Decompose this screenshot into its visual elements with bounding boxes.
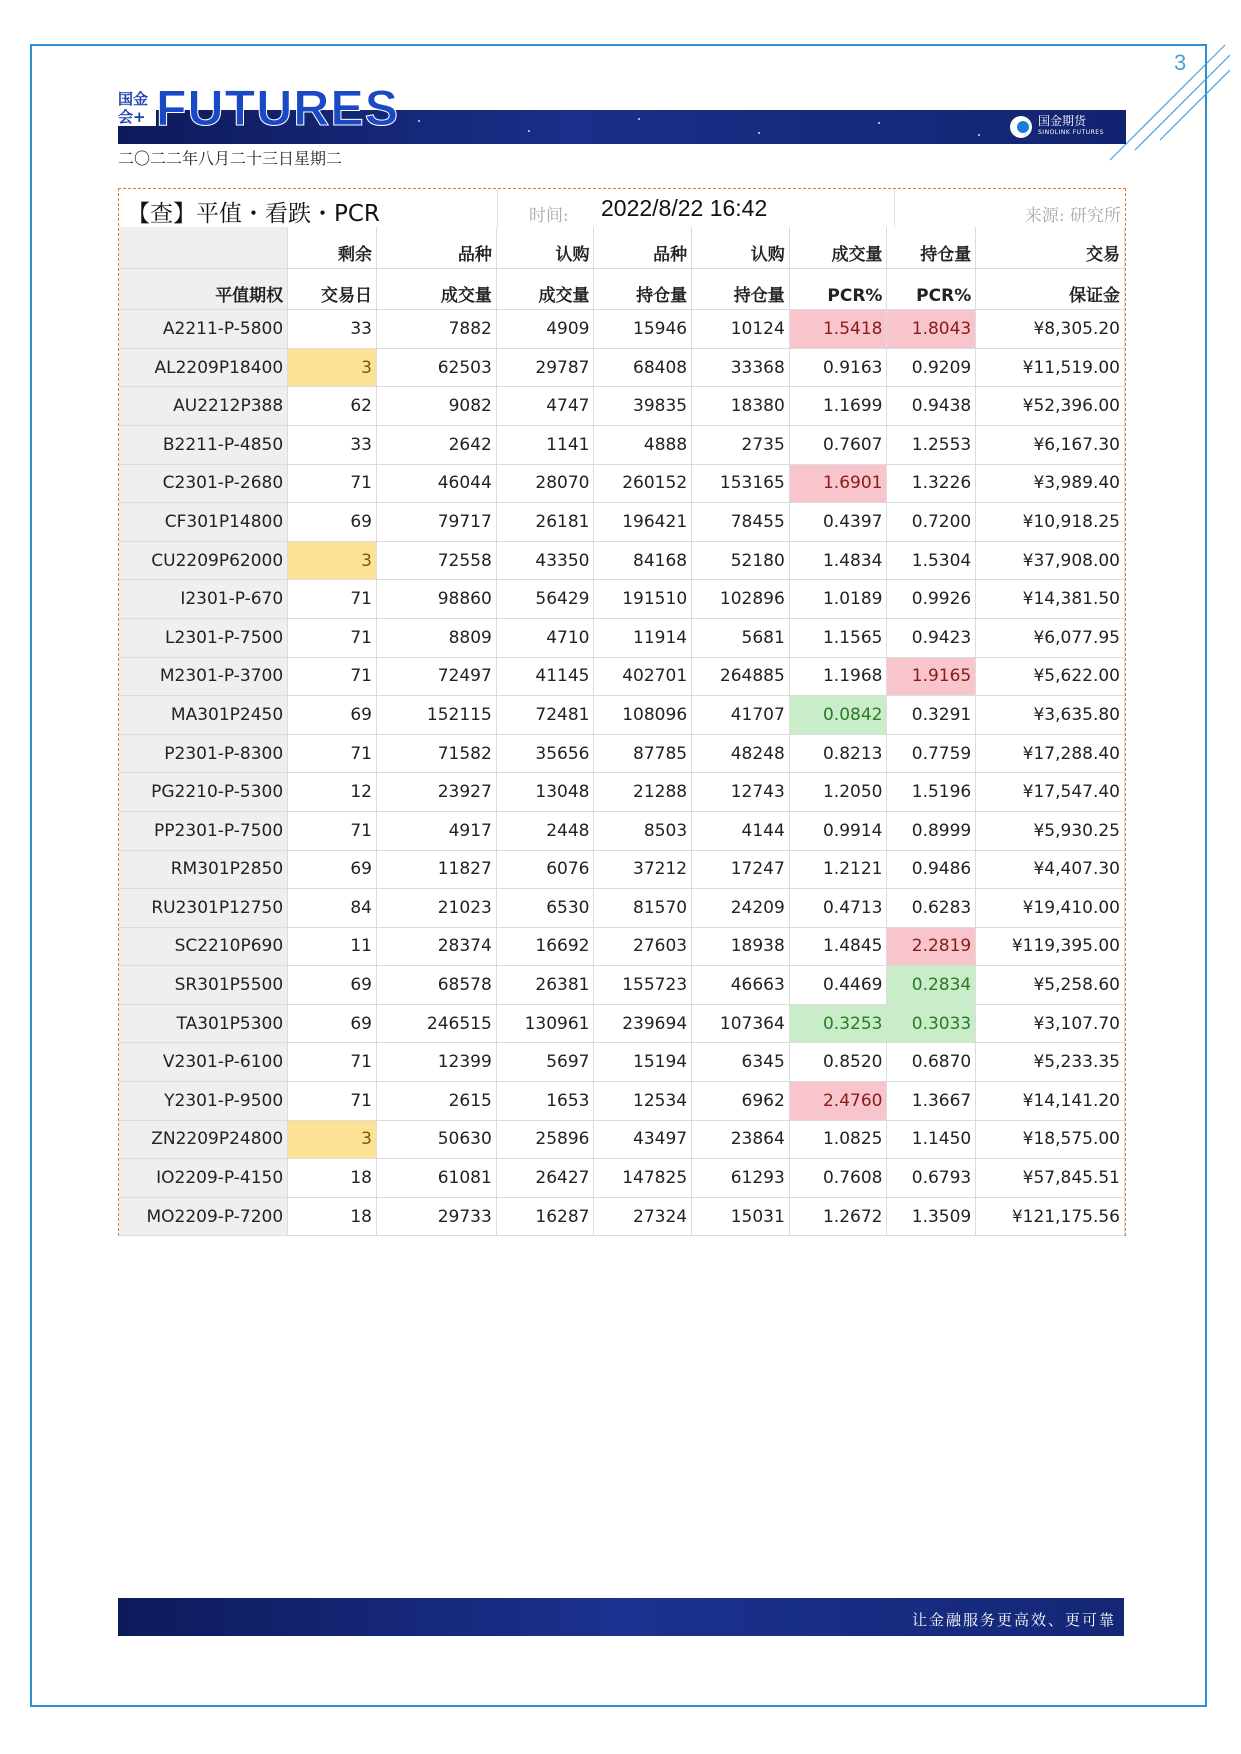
cell-margin: ¥3,635.80 — [976, 696, 1125, 735]
cell-call-oi: 153165 — [692, 464, 790, 503]
cell-oi: 155723 — [594, 966, 692, 1005]
cell-vol: 9082 — [376, 387, 496, 426]
pcr-table — [119, 227, 1125, 1236]
cell-margin: ¥37,908.00 — [976, 541, 1125, 580]
cell-oi: 260152 — [594, 464, 692, 503]
cell-oi-pcr: 1.3509 — [887, 1197, 976, 1236]
cell-margin: ¥52,396.00 — [976, 387, 1125, 426]
cell-margin: ¥14,381.50 — [976, 580, 1125, 619]
table-body — [119, 310, 1125, 1236]
table-row — [119, 387, 1125, 426]
cell-days: 71 — [288, 1043, 377, 1082]
cell-call-oi: 41707 — [692, 696, 790, 735]
cell-oi-pcr: 0.9926 — [887, 580, 976, 619]
cell-margin: ¥5,233.35 — [976, 1043, 1125, 1082]
cell-vol-pcr: 0.0842 — [789, 696, 887, 735]
cell-oi: 239694 — [594, 1004, 692, 1043]
col-header: 持仓量 — [692, 268, 790, 310]
table-title-row — [119, 189, 1125, 227]
cell-oi-pcr: 1.8043 — [887, 310, 976, 349]
source-label: 来源: 研究所 — [1024, 206, 1121, 226]
cell-margin: ¥6,077.95 — [976, 618, 1125, 657]
cell-vol-pcr: 1.4834 — [789, 541, 887, 580]
cell-oi: 21288 — [594, 773, 692, 812]
cell-oi: 68408 — [594, 348, 692, 387]
cell-vol-pcr: 0.8520 — [789, 1043, 887, 1082]
cell-vol: 98860 — [376, 580, 496, 619]
cell-vol: 50630 — [376, 1120, 496, 1159]
cell-oi-pcr: 0.9438 — [887, 387, 976, 426]
cell-vol-pcr: 1.0189 — [789, 580, 887, 619]
cell-vol-pcr: 1.0825 — [789, 1120, 887, 1159]
cell-call-vol: 5697 — [496, 1043, 594, 1082]
cell-vol-pcr: 1.1699 — [789, 387, 887, 426]
cell-days: 69 — [288, 966, 377, 1005]
cell-oi: 43497 — [594, 1120, 692, 1159]
cell-vol-pcr: 0.4713 — [789, 889, 887, 928]
cell-margin: ¥3,989.40 — [976, 464, 1125, 503]
cell-call-oi: 18938 — [692, 927, 790, 966]
cell-name: MO2209-P-7200 — [119, 1197, 288, 1236]
cell-name: TA301P5300 — [119, 1004, 288, 1043]
cell-oi-pcr: 0.8999 — [887, 811, 976, 850]
col-header: 认购 — [692, 227, 790, 268]
cell-name: RM301P2850 — [119, 850, 288, 889]
table-row — [119, 310, 1125, 349]
cell-oi-pcr: 0.6793 — [887, 1159, 976, 1198]
cell-oi: 81570 — [594, 889, 692, 928]
col-header: 平值期权 — [119, 268, 288, 310]
cell-margin: ¥17,547.40 — [976, 773, 1125, 812]
cell-call-vol: 6530 — [496, 889, 594, 928]
cell-call-vol: 43350 — [496, 541, 594, 580]
cell-call-oi: 6345 — [692, 1043, 790, 1082]
table-row — [119, 618, 1125, 657]
cell-oi-pcr: 2.2819 — [887, 927, 976, 966]
col-header: PCR% — [887, 268, 976, 310]
cell-oi: 84168 — [594, 541, 692, 580]
cell-vol-pcr: 2.4760 — [789, 1082, 887, 1121]
cell-call-oi: 33368 — [692, 348, 790, 387]
cell-call-oi: 61293 — [692, 1159, 790, 1198]
cell-call-vol: 56429 — [496, 580, 594, 619]
table-row — [119, 811, 1125, 850]
cell-call-oi: 52180 — [692, 541, 790, 580]
cell-days: 18 — [288, 1159, 377, 1198]
cell-call-vol: 72481 — [496, 696, 594, 735]
cell-days: 71 — [288, 657, 377, 696]
col-header: 成交量 — [496, 268, 594, 310]
col-header — [119, 227, 288, 268]
cell-name: AU2212P388 — [119, 387, 288, 426]
cell-margin: ¥18,575.00 — [976, 1120, 1125, 1159]
cell-name: A2211-P-5800 — [119, 310, 288, 349]
col-header: 持仓量 — [594, 268, 692, 310]
cell-days: 69 — [288, 696, 377, 735]
cell-call-vol: 16692 — [496, 927, 594, 966]
table-row — [119, 1120, 1125, 1159]
cell-call-vol: 6076 — [496, 850, 594, 889]
cell-call-oi: 102896 — [692, 580, 790, 619]
cell-margin: ¥57,845.51 — [976, 1159, 1125, 1198]
cell-margin: ¥6,167.30 — [976, 425, 1125, 464]
cell-oi: 12534 — [594, 1082, 692, 1121]
cell-vol: 46044 — [376, 464, 496, 503]
cell-days: 69 — [288, 503, 377, 542]
header-row-1 — [119, 227, 1125, 268]
cell-margin: ¥17,288.40 — [976, 734, 1125, 773]
cell-oi-pcr: 1.9165 — [887, 657, 976, 696]
cell-margin: ¥5,258.60 — [976, 966, 1125, 1005]
cell-oi: 108096 — [594, 696, 692, 735]
cell-oi-pcr: 0.7200 — [887, 503, 976, 542]
cell-margin: ¥5,622.00 — [976, 657, 1125, 696]
cell-vol-pcr: 1.5418 — [789, 310, 887, 349]
cell-days: 71 — [288, 580, 377, 619]
cell-vol: 28374 — [376, 927, 496, 966]
cell-call-oi: 48248 — [692, 734, 790, 773]
footer-slogan: 让金融服务更高效、更可靠 — [911, 1611, 1116, 1629]
cell-vol: 68578 — [376, 966, 496, 1005]
cell-vol-pcr: 0.4397 — [789, 503, 887, 542]
cell-name: SR301P5500 — [119, 966, 288, 1005]
cell-days: 3 — [288, 348, 377, 387]
cell-oi: 27324 — [594, 1197, 692, 1236]
cell-margin: ¥3,107.70 — [976, 1004, 1125, 1043]
cell-call-vol: 130961 — [496, 1004, 594, 1043]
cell-vol: 2615 — [376, 1082, 496, 1121]
table-row — [119, 657, 1125, 696]
cell-margin: ¥119,395.00 — [976, 927, 1125, 966]
cell-days: 69 — [288, 850, 377, 889]
cell-vol-pcr: 0.4469 — [789, 966, 887, 1005]
cell-name: Y2301-P-9500 — [119, 1082, 288, 1121]
cell-call-oi: 12743 — [692, 773, 790, 812]
table-row — [119, 966, 1125, 1005]
table-row — [119, 889, 1125, 928]
cell-days: 69 — [288, 1004, 377, 1043]
cell-days: 18 — [288, 1197, 377, 1236]
cell-vol-pcr: 1.6901 — [789, 464, 887, 503]
cell-name: C2301-P-2680 — [119, 464, 288, 503]
cell-vol: 71582 — [376, 734, 496, 773]
col-header: 成交量 — [789, 227, 887, 268]
cell-days: 71 — [288, 1082, 377, 1121]
report-date: 二〇二二年八月二十三日星期二 — [118, 149, 343, 168]
pcr-table-container — [118, 188, 1126, 1236]
cell-call-vol: 1141 — [496, 425, 594, 464]
cell-margin: ¥19,410.00 — [976, 889, 1125, 928]
cell-vol: 29733 — [376, 1197, 496, 1236]
table-row — [119, 773, 1125, 812]
cell-oi: 39835 — [594, 387, 692, 426]
cell-margin: ¥14,141.20 — [976, 1082, 1125, 1121]
cell-margin: ¥121,175.56 — [976, 1197, 1125, 1236]
cell-oi-pcr: 0.9209 — [887, 348, 976, 387]
cell-days: 62 — [288, 387, 377, 426]
cell-oi: 402701 — [594, 657, 692, 696]
cell-oi-pcr: 0.3033 — [887, 1004, 976, 1043]
cell-margin: ¥8,305.20 — [976, 310, 1125, 349]
cell-call-vol: 29787 — [496, 348, 594, 387]
cell-oi-pcr: 1.2553 — [887, 425, 976, 464]
col-header: 持仓量 — [887, 227, 976, 268]
cell-call-oi: 24209 — [692, 889, 790, 928]
cell-oi: 191510 — [594, 580, 692, 619]
cell-vol: 21023 — [376, 889, 496, 928]
cell-oi: 15194 — [594, 1043, 692, 1082]
cell-oi-pcr: 0.7759 — [887, 734, 976, 773]
cell-vol-pcr: 1.1968 — [789, 657, 887, 696]
cell-name: IO2209-P-4150 — [119, 1159, 288, 1198]
cell-name: MA301P2450 — [119, 696, 288, 735]
cell-name: B2211-P-4850 — [119, 425, 288, 464]
cell-vol-pcr: 0.9914 — [789, 811, 887, 850]
table-row — [119, 580, 1125, 619]
cell-vol: 11827 — [376, 850, 496, 889]
cell-vol-pcr: 1.4845 — [789, 927, 887, 966]
cell-days: 71 — [288, 464, 377, 503]
cell-vol-pcr: 1.2672 — [789, 1197, 887, 1236]
cell-days: 3 — [288, 1120, 377, 1159]
table-row — [119, 348, 1125, 387]
cell-oi: 15946 — [594, 310, 692, 349]
cell-vol-pcr: 1.2121 — [789, 850, 887, 889]
table-row — [119, 696, 1125, 735]
cell-call-oi: 46663 — [692, 966, 790, 1005]
cell-oi: 11914 — [594, 618, 692, 657]
cell-vol: 152115 — [376, 696, 496, 735]
cell-call-vol: 4747 — [496, 387, 594, 426]
cell-vol: 61081 — [376, 1159, 496, 1198]
cell-vol: 2642 — [376, 425, 496, 464]
cell-call-oi: 2735 — [692, 425, 790, 464]
table-row — [119, 850, 1125, 889]
header-row-2 — [119, 268, 1125, 310]
table-title: 【查】平值・看跌・PCR — [127, 201, 380, 227]
col-header: 认购 — [496, 227, 594, 268]
cell-days: 11 — [288, 927, 377, 966]
cell-call-vol: 13048 — [496, 773, 594, 812]
corner-decoration — [1100, 40, 1230, 170]
cell-vol: 4917 — [376, 811, 496, 850]
col-header: 剩余 — [288, 227, 377, 268]
cell-call-oi: 107364 — [692, 1004, 790, 1043]
cell-days: 84 — [288, 889, 377, 928]
cell-call-vol: 26181 — [496, 503, 594, 542]
logo-futures: FUTURES — [156, 80, 400, 136]
table-row — [119, 1197, 1125, 1236]
cell-call-oi: 6962 — [692, 1082, 790, 1121]
cell-margin: ¥11,519.00 — [976, 348, 1125, 387]
cell-oi-pcr: 1.3667 — [887, 1082, 976, 1121]
cell-name: CF301P14800 — [119, 503, 288, 542]
cell-vol-pcr: 0.9163 — [789, 348, 887, 387]
col-header: PCR% — [789, 268, 887, 310]
col-header: 成交量 — [376, 268, 496, 310]
table-row — [119, 1043, 1125, 1082]
cell-name: AL2209P18400 — [119, 348, 288, 387]
cell-call-vol: 16287 — [496, 1197, 594, 1236]
cell-vol: 7882 — [376, 310, 496, 349]
logo-cn: 国金会+ — [118, 90, 156, 126]
cell-oi: 4888 — [594, 425, 692, 464]
cell-call-oi: 5681 — [692, 618, 790, 657]
cell-call-oi: 15031 — [692, 1197, 790, 1236]
col-header: 品种 — [594, 227, 692, 268]
cell-oi-pcr: 1.1450 — [887, 1120, 976, 1159]
table-row — [119, 1159, 1125, 1198]
cell-oi-pcr: 0.6283 — [887, 889, 976, 928]
cell-call-vol: 41145 — [496, 657, 594, 696]
cell-call-vol: 26427 — [496, 1159, 594, 1198]
cell-name: PG2210-P-5300 — [119, 773, 288, 812]
cell-call-vol: 2448 — [496, 811, 594, 850]
cell-days: 71 — [288, 734, 377, 773]
cell-call-vol: 28070 — [496, 464, 594, 503]
cell-name: V2301-P-6100 — [119, 1043, 288, 1082]
cell-days: 33 — [288, 310, 377, 349]
cell-vol: 72497 — [376, 657, 496, 696]
cell-oi: 147825 — [594, 1159, 692, 1198]
cell-name: CU2209P62000 — [119, 541, 288, 580]
cell-vol: 23927 — [376, 773, 496, 812]
page-number: 3 — [1174, 50, 1187, 75]
time-label: 时间: — [529, 206, 569, 226]
cell-vol-pcr: 1.1565 — [789, 618, 887, 657]
cell-vol: 246515 — [376, 1004, 496, 1043]
cell-name: M2301-P-3700 — [119, 657, 288, 696]
cell-oi: 8503 — [594, 811, 692, 850]
table-row — [119, 425, 1125, 464]
cell-oi: 37212 — [594, 850, 692, 889]
table-row — [119, 927, 1125, 966]
cell-call-oi: 23864 — [692, 1120, 790, 1159]
col-header: 保证金 — [976, 268, 1125, 310]
cell-call-oi: 264885 — [692, 657, 790, 696]
cell-vol-pcr: 0.7607 — [789, 425, 887, 464]
cell-vol-pcr: 0.7608 — [789, 1159, 887, 1198]
cell-name: ZN2209P24800 — [119, 1120, 288, 1159]
cell-vol-pcr: 0.3253 — [789, 1004, 887, 1043]
cell-oi-pcr: 0.9423 — [887, 618, 976, 657]
cell-oi-pcr: 1.5196 — [887, 773, 976, 812]
cell-name: PP2301-P-7500 — [119, 811, 288, 850]
cell-vol-pcr: 0.8213 — [789, 734, 887, 773]
cell-margin: ¥4,407.30 — [976, 850, 1125, 889]
cell-vol-pcr: 1.2050 — [789, 773, 887, 812]
cell-margin: ¥5,930.25 — [976, 811, 1125, 850]
cell-vol: 8809 — [376, 618, 496, 657]
cell-oi: 27603 — [594, 927, 692, 966]
col-header: 交易日 — [288, 268, 377, 310]
cell-days: 12 — [288, 773, 377, 812]
table-row — [119, 734, 1125, 773]
cell-margin: ¥10,918.25 — [976, 503, 1125, 542]
cell-call-oi: 17247 — [692, 850, 790, 889]
cell-days: 71 — [288, 618, 377, 657]
table-row — [119, 1082, 1125, 1121]
cell-days: 71 — [288, 811, 377, 850]
cell-call-oi: 4144 — [692, 811, 790, 850]
cell-oi-pcr: 0.6870 — [887, 1043, 976, 1082]
cell-vol: 62503 — [376, 348, 496, 387]
cell-vol: 12399 — [376, 1043, 496, 1082]
cell-name: P2301-P-8300 — [119, 734, 288, 773]
brand-en: SINOLINK FUTURES — [1038, 129, 1104, 136]
table-row — [119, 1004, 1125, 1043]
cell-oi-pcr: 0.9486 — [887, 850, 976, 889]
cell-oi: 196421 — [594, 503, 692, 542]
cell-call-oi: 78455 — [692, 503, 790, 542]
col-header: 交易 — [976, 227, 1125, 268]
time-value: 2022/8/22 16:42 — [601, 195, 768, 221]
cell-name: RU2301P12750 — [119, 889, 288, 928]
cell-days: 33 — [288, 425, 377, 464]
brand-logo-icon — [1010, 116, 1032, 138]
footer-banner — [118, 1598, 1124, 1636]
cell-name: SC2210P690 — [119, 927, 288, 966]
brand-mark — [1010, 114, 1104, 140]
cell-days: 3 — [288, 541, 377, 580]
cell-call-vol: 26381 — [496, 966, 594, 1005]
cell-call-vol: 4710 — [496, 618, 594, 657]
table-row — [119, 541, 1125, 580]
cell-name: L2301-P-7500 — [119, 618, 288, 657]
cell-oi-pcr: 1.3226 — [887, 464, 976, 503]
cell-vol: 72558 — [376, 541, 496, 580]
cell-call-vol: 25896 — [496, 1120, 594, 1159]
cell-call-vol: 35656 — [496, 734, 594, 773]
cell-call-vol: 4909 — [496, 310, 594, 349]
cell-oi-pcr: 0.2834 — [887, 966, 976, 1005]
cell-call-vol: 1653 — [496, 1082, 594, 1121]
cell-oi-pcr: 1.5304 — [887, 541, 976, 580]
cell-name: I2301-P-670 — [119, 580, 288, 619]
cell-call-oi: 18380 — [692, 387, 790, 426]
table-row — [119, 464, 1125, 503]
brand-cn: 国金期货 — [1038, 114, 1087, 128]
cell-oi-pcr: 0.3291 — [887, 696, 976, 735]
cell-vol: 79717 — [376, 503, 496, 542]
col-header: 品种 — [376, 227, 496, 268]
cell-oi: 87785 — [594, 734, 692, 773]
table-row — [119, 503, 1125, 542]
cell-call-oi: 10124 — [692, 310, 790, 349]
